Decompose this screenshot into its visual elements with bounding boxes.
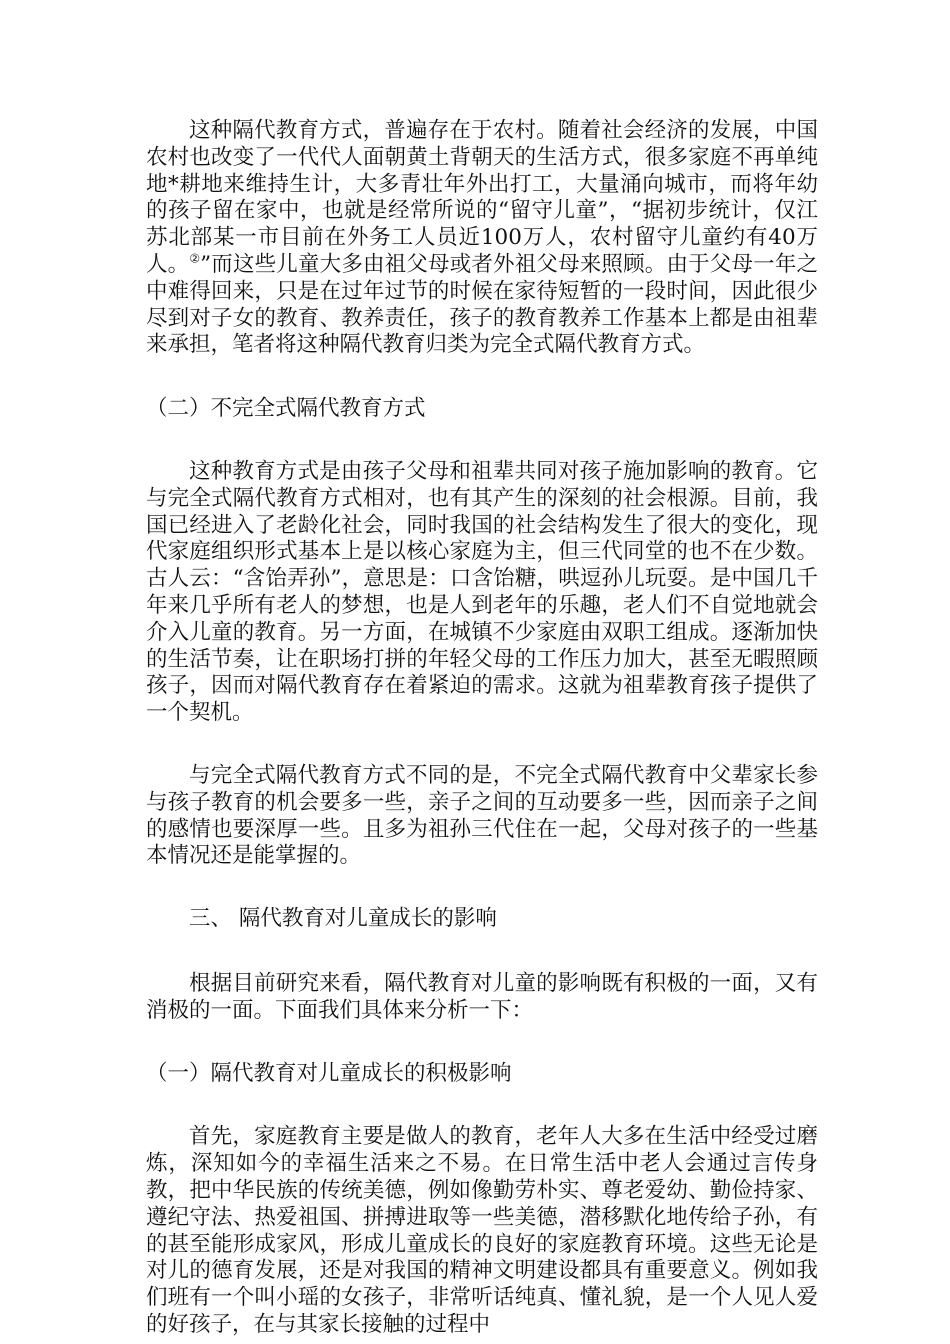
paragraph-1-text-b: ”而这些儿童大多由祖父母或者外祖父母来照顾。由于父母一年之中难得回来，只是在过年过节的时候在家待短暂的一段时间，因此很少尽到对子女的教育、教养责任，孩子的教育教养工作基本上都是由祖辈来承担，笔者将这种隔代教育归类为完全式隔代教育方式。 [146,251,818,358]
paragraph-1 [146,118,818,359]
document-page [146,118,818,1339]
paragraph-5: 首先，家庭教育主要是做人的教育，老年人大多在生活中经受过磨炼，深知如今的幸福生活来之不易。在日常生活中老人会通过言传身教，把中华民族的传统美德，例如像勤劳朴实、尊老爱幼、勤俭持家、遵纪守法、热爱祖国、拼搏进取等一些美德，潜移默化地传给子孙，有的甚至能形成家风，形成儿童成长的良好的家庭教育环境。这些无论是对儿的德育发展，还是对我国的精神文明建设都具有重要意义。例如我们班有一个叫小瑶的女孩子，非常听话纯真、懂礼貌，是一个人见人爱的好孩子，在与其家长接触的过程中 [146,1124,818,1337]
section-heading-positive-influence: （一）隔代教育对儿童成长的积极影响 [146,1060,512,1086]
paragraph-4: 根据目前研究来看，隔代教育对儿童的影响既有积极的一面，又有消极的一面。下面我们具体来分析一下： [146,970,818,1023]
section-heading-influence: 三、 隔代教育对儿童成长的影响 [189,906,497,932]
paragraph-2: 这种教育方式是由孩子父母和祖辈共同对孩子施加影响的教育。它与完全式隔代教育方式相对，也有其产生的深刻的社会根源。目前，我国已经进入了老龄化社会，同时我国的社会结构发生了很大的变化，现代家庭组织形式基本上是以核心家庭为主，但三代同堂的也不在少数。古人云：“含饴弄孙”，意思是：口含饴糖，哄逗孙儿玩耍。是中国几千年来几乎所有老人的梦想，也是人到老年的乐趣，老人们不自觉地就会介入儿童的教育。另一方面，在城镇不少家庭由双职工组成。逐渐加快的生活节奏，让在职场打拼的年轻父母的工作压力加大，甚至无暇照顾孩子，因而对隔代教育存在着紧迫的需求。这就为祖辈教育孩子提供了一个契机。 [146,458,818,726]
paragraph-1-text-a: 这种隔代教育方式，普遍存在于农村。随着社会经济的发展，中国农村也改变了一代代人面朝黄土背朝天的生活方式，很多家庭不再单纯地*耕地来维持生计，大多青壮年外出打工，大量涌向城市，而将年幼的孩子留在家中，也就是经常所说的“留守儿童”，“据初步统计，仅江苏北部某一市目前在外务工人员近100万人，农村留守儿童约有40万人。 [146,118,818,277]
footnote-marker: ② [189,251,201,266]
paragraph-3: 与完全式隔代教育方式不同的是，不完全式隔代教育中父辈家长参与孩子教育的机会要多一些，亲子之间的互动要多一些，因而亲子之间的感情也要深厚一些。且多为祖孙三代住在一起，父母对孩子的一些基本情况还是能掌握的。 [146,762,818,869]
section-heading-incomplete-style: （二）不完全式隔代教育方式 [146,396,426,422]
